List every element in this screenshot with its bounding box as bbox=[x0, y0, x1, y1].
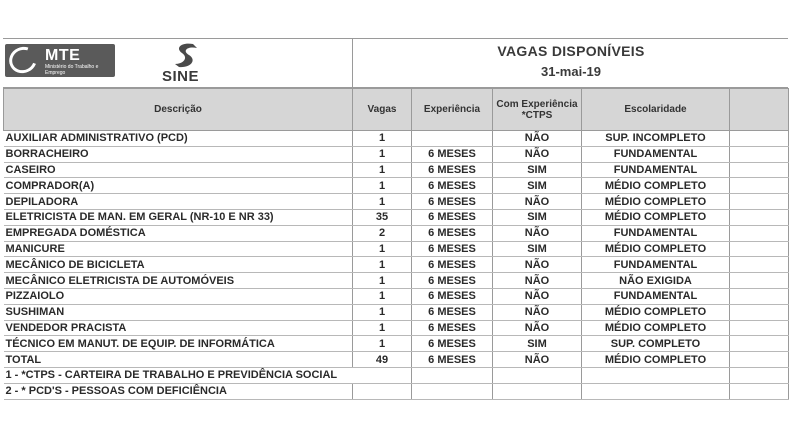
total-ctps: NÃO bbox=[493, 352, 582, 368]
cell-descricao: PIZZAIOLO bbox=[4, 288, 353, 304]
note-1: 1 - *CTPS - CARTEIRA DE TRABALHO E PREVIDÊNCIA SOCIAL bbox=[4, 367, 412, 383]
cell-escolaridade: MÉDIO COMPLETO bbox=[582, 320, 730, 336]
cell-empty bbox=[730, 336, 789, 352]
cell-empty bbox=[730, 209, 789, 225]
page-title: VAGAS DISPONÍVEIS bbox=[497, 43, 645, 59]
cell-empty bbox=[730, 131, 789, 147]
cell-experiencia: 6 MESES bbox=[412, 288, 493, 304]
cell-empty bbox=[730, 273, 789, 289]
total-label: TOTAL bbox=[4, 352, 353, 368]
cell-descricao: TÉCNICO EM MANUT. DE EQUIP. DE INFORMÁTICA bbox=[4, 336, 353, 352]
cell-experiencia: 6 MESES bbox=[412, 178, 493, 194]
cell-vagas: 1 bbox=[353, 146, 412, 162]
cell-ctps: NÃO bbox=[493, 257, 582, 273]
cell-escolaridade: NÃO EXIGIDA bbox=[582, 273, 730, 289]
sine-mark-icon bbox=[171, 42, 201, 68]
total-experiencia: 6 MESES bbox=[412, 352, 493, 368]
cell-empty bbox=[730, 194, 789, 210]
table-row bbox=[4, 320, 789, 336]
col-com-experiencia-ctps: Com Experiência *CTPS bbox=[493, 89, 582, 131]
cell-empty bbox=[730, 320, 789, 336]
cell-vagas: 1 bbox=[353, 178, 412, 194]
table-row bbox=[4, 178, 789, 194]
cell-empty bbox=[730, 225, 789, 241]
cell-descricao: DEPILADORA bbox=[4, 194, 353, 210]
cell-ctps: NÃO bbox=[493, 320, 582, 336]
cell-vagas: 35 bbox=[353, 209, 412, 225]
cell-vagas: 1 bbox=[353, 241, 412, 257]
cell-descricao: COMPRADOR(A) bbox=[4, 178, 353, 194]
table-row bbox=[4, 336, 789, 352]
cell-escolaridade: MÉDIO COMPLETO bbox=[582, 304, 730, 320]
cell-descricao: MECÂNICO ELETRICISTA DE AUTOMÓVEIS bbox=[4, 273, 353, 289]
cell-vagas: 1 bbox=[353, 194, 412, 210]
mte-logo-subtitle: Ministério do Trabalho e Emprego bbox=[45, 64, 99, 76]
col-vagas: Vagas bbox=[353, 89, 412, 131]
cell-escolaridade: FUNDAMENTAL bbox=[582, 162, 730, 178]
cell-experiencia: 6 MESES bbox=[412, 273, 493, 289]
page-date: 31-mai-19 bbox=[541, 64, 601, 79]
cell-empty bbox=[730, 288, 789, 304]
cell-vagas: 1 bbox=[353, 336, 412, 352]
note-2: 2 - * PCD'S - PESSOAS COM DEFICIÊNCIA bbox=[4, 383, 353, 399]
cell-empty bbox=[730, 304, 789, 320]
cell-ctps: NÃO bbox=[493, 288, 582, 304]
cell-vagas: 1 bbox=[353, 304, 412, 320]
col-descricao: Descrição bbox=[4, 89, 353, 131]
cell-vagas: 1 bbox=[353, 131, 412, 147]
cell-escolaridade: FUNDAMENTAL bbox=[582, 288, 730, 304]
col-experiencia: Experiência bbox=[412, 89, 493, 131]
cell-descricao: VENDEDOR PRACISTA bbox=[4, 320, 353, 336]
table-row bbox=[4, 257, 789, 273]
cell-descricao: SUSHIMAN bbox=[4, 304, 353, 320]
cell-vagas: 1 bbox=[353, 288, 412, 304]
table-row bbox=[4, 273, 789, 289]
total-row bbox=[4, 352, 789, 368]
cell-escolaridade: FUNDAMENTAL bbox=[582, 257, 730, 273]
cell-ctps: NÃO bbox=[493, 131, 582, 147]
total-escolaridade: MÉDIO COMPLETO bbox=[582, 352, 730, 368]
cell-experiencia: 6 MESES bbox=[412, 257, 493, 273]
cell-escolaridade: FUNDAMENTAL bbox=[582, 146, 730, 162]
sheet-header bbox=[3, 38, 788, 88]
cell-ctps: SIM bbox=[493, 162, 582, 178]
table-row bbox=[4, 304, 789, 320]
cell-descricao: CASEIRO bbox=[4, 162, 353, 178]
cell-ctps: SIM bbox=[493, 241, 582, 257]
cell-vagas: 2 bbox=[353, 225, 412, 241]
table-row bbox=[4, 162, 789, 178]
header-title-block bbox=[352, 39, 789, 87]
table-row bbox=[4, 288, 789, 304]
table-row bbox=[4, 241, 789, 257]
mte-logo-name: MTE bbox=[45, 47, 81, 64]
col-escolaridade: Escolaridade bbox=[582, 89, 730, 131]
cell-empty bbox=[730, 257, 789, 273]
table-row bbox=[4, 194, 789, 210]
cell-vagas: 1 bbox=[353, 320, 412, 336]
cell-descricao: AUXILIAR ADMINISTRATIVO (PCD) bbox=[4, 131, 353, 147]
cell-ctps: NÃO bbox=[493, 194, 582, 210]
note-row bbox=[4, 383, 789, 399]
cell-vagas: 1 bbox=[353, 273, 412, 289]
table-row bbox=[4, 146, 789, 162]
cell-experiencia: 6 MESES bbox=[412, 225, 493, 241]
cell-descricao: EMPREGADA DOMÉSTICA bbox=[4, 225, 353, 241]
cell-vagas: 1 bbox=[353, 257, 412, 273]
cell-descricao: ELETRICISTA DE MAN. EM GERAL (NR-10 E NR 33) bbox=[4, 209, 353, 225]
cell-ctps: NÃO bbox=[493, 146, 582, 162]
cell-escolaridade: FUNDAMENTAL bbox=[582, 225, 730, 241]
total-vagas: 49 bbox=[353, 352, 412, 368]
cell-vagas: 1 bbox=[353, 162, 412, 178]
cell-empty bbox=[730, 178, 789, 194]
mte-logo bbox=[5, 44, 115, 77]
total-empty bbox=[730, 352, 789, 368]
cell-escolaridade: MÉDIO COMPLETO bbox=[582, 194, 730, 210]
sine-logo-name: SINE bbox=[162, 68, 200, 85]
cell-ctps: NÃO bbox=[493, 304, 582, 320]
cell-descricao: MECÂNICO DE BICICLETA bbox=[4, 257, 353, 273]
cell-experiencia bbox=[412, 131, 493, 147]
cell-experiencia: 6 MESES bbox=[412, 304, 493, 320]
cell-experiencia: 6 MESES bbox=[412, 241, 493, 257]
cell-escolaridade: SUP. INCOMPLETO bbox=[582, 131, 730, 147]
cell-experiencia: 6 MESES bbox=[412, 162, 493, 178]
cell-escolaridade: MÉDIO COMPLETO bbox=[582, 209, 730, 225]
cell-experiencia: 6 MESES bbox=[412, 320, 493, 336]
table-row bbox=[4, 209, 789, 225]
cell-ctps: SIM bbox=[493, 336, 582, 352]
table-row bbox=[4, 131, 789, 147]
cell-escolaridade: SUP. COMPLETO bbox=[582, 336, 730, 352]
cell-experiencia: 6 MESES bbox=[412, 146, 493, 162]
job-vacancies-sheet bbox=[3, 38, 788, 400]
table-header-row bbox=[4, 89, 789, 131]
note-row bbox=[4, 367, 789, 383]
cell-ctps: NÃO bbox=[493, 273, 582, 289]
vacancies-table bbox=[3, 88, 789, 400]
cell-empty bbox=[730, 162, 789, 178]
cell-ctps: NÃO bbox=[493, 225, 582, 241]
cell-experiencia: 6 MESES bbox=[412, 336, 493, 352]
cell-descricao: MANICURE bbox=[4, 241, 353, 257]
col-empty bbox=[730, 89, 789, 131]
cell-escolaridade: MÉDIO COMPLETO bbox=[582, 178, 730, 194]
cell-empty bbox=[730, 241, 789, 257]
cell-descricao: BORRACHEIRO bbox=[4, 146, 353, 162]
sine-logo bbox=[161, 42, 209, 86]
cell-ctps: SIM bbox=[493, 209, 582, 225]
cell-empty bbox=[730, 146, 789, 162]
table-row bbox=[4, 225, 789, 241]
cell-experiencia: 6 MESES bbox=[412, 194, 493, 210]
cell-escolaridade: MÉDIO COMPLETO bbox=[582, 241, 730, 257]
cell-ctps: SIM bbox=[493, 178, 582, 194]
cell-experiencia: 6 MESES bbox=[412, 209, 493, 225]
mte-swoosh-icon bbox=[5, 42, 41, 77]
